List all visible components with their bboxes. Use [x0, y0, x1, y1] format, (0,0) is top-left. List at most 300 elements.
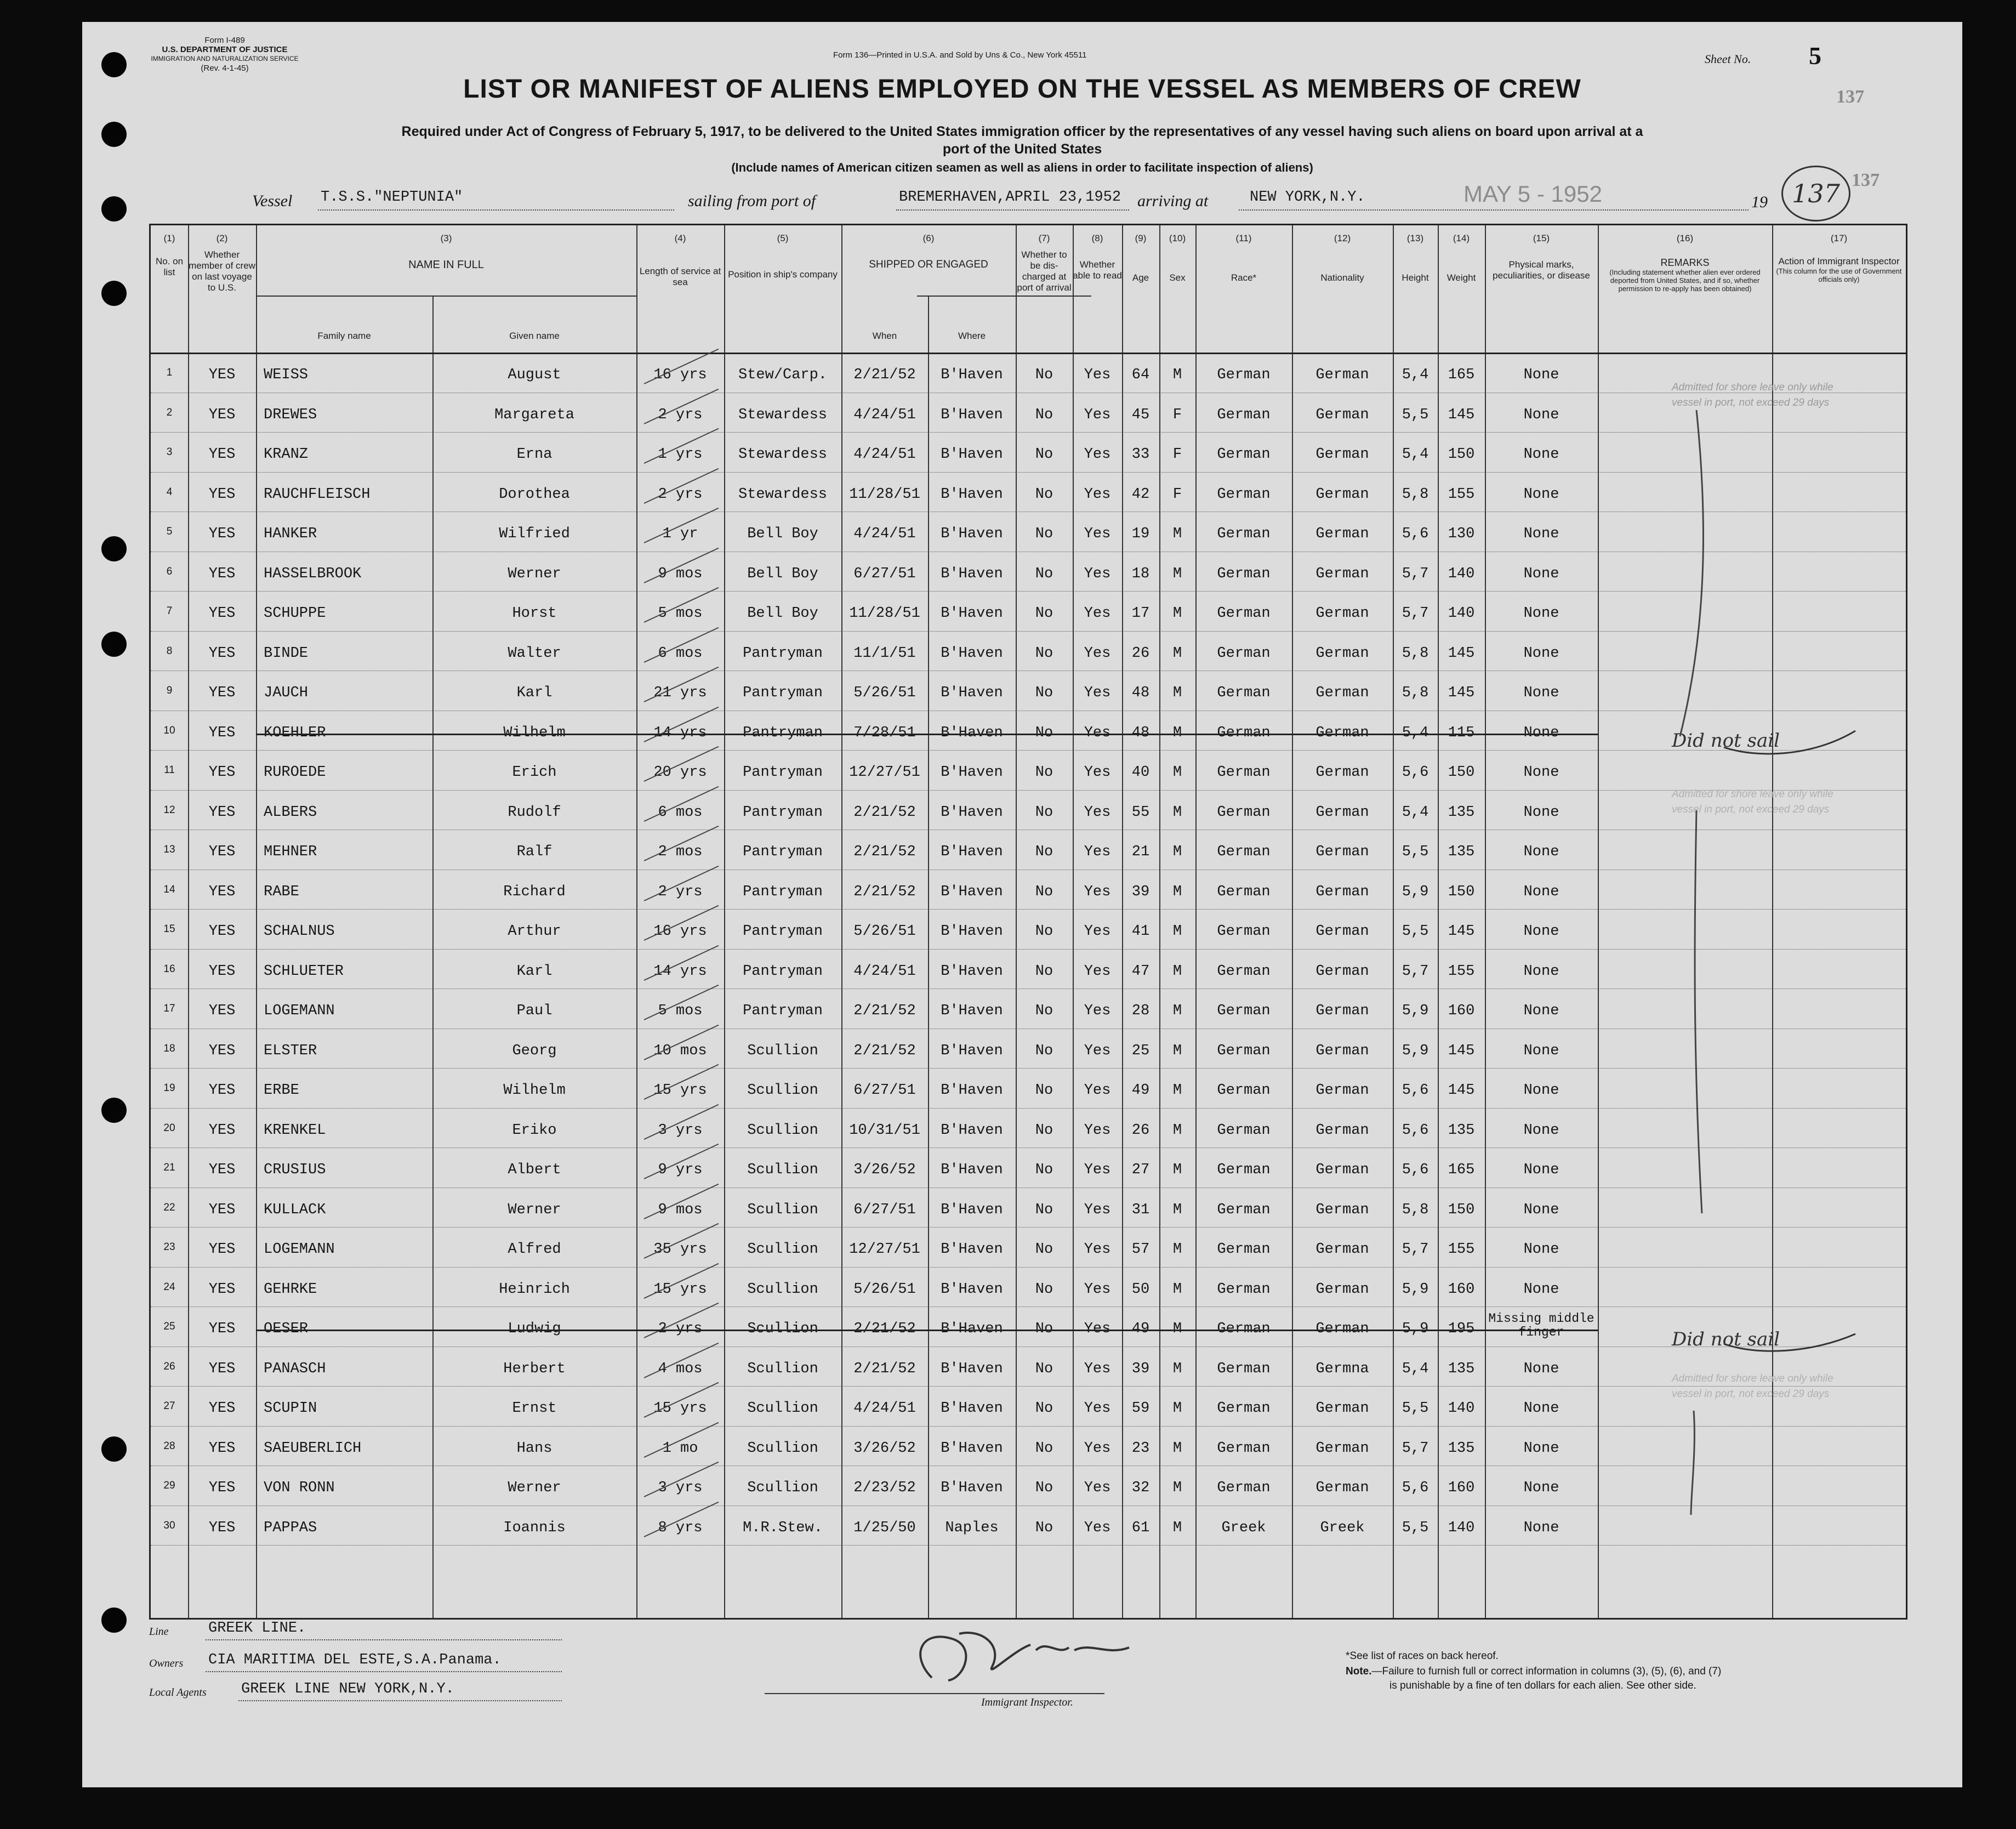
nationality: German: [1315, 1082, 1369, 1099]
shipped-where: B'Haven: [941, 1241, 1003, 1258]
last-voyage: YES: [208, 685, 236, 701]
given-name: Alfred: [508, 1241, 561, 1258]
age: 41: [1131, 923, 1150, 940]
discharged: No: [1035, 565, 1053, 582]
able-to-read: Yes: [1084, 1003, 1111, 1019]
signature-line: [765, 1693, 1104, 1694]
physical-marks: None: [1523, 1082, 1559, 1099]
position: Pantryman: [743, 724, 823, 741]
height: 5,4: [1402, 724, 1429, 741]
age: 23: [1131, 1440, 1150, 1457]
given-name: Karl: [516, 963, 553, 980]
age: 50: [1131, 1281, 1150, 1298]
discharged: No: [1035, 1440, 1053, 1457]
race: German: [1217, 1281, 1271, 1298]
position: Scullion: [747, 1042, 818, 1059]
length-of-service: 16 yrs: [653, 923, 707, 940]
discharged: No: [1035, 1480, 1053, 1496]
race: German: [1217, 1003, 1271, 1019]
height: 5,6: [1402, 1480, 1429, 1496]
punch-hole: [101, 1098, 127, 1123]
table-row: [151, 1386, 1598, 1426]
list-no: 24: [163, 1281, 175, 1293]
shipped-when: 6/27/51: [853, 565, 916, 582]
punch-hole: [101, 1436, 127, 1462]
race: German: [1217, 1201, 1271, 1218]
length-of-service: 6 mos: [658, 645, 703, 662]
list-no: 6: [166, 565, 173, 577]
col7-header: (7) Whether to be dis-charged at port of arrival: [1017, 233, 1072, 293]
height: 5,7: [1402, 1440, 1429, 1457]
line-value: GREEK LINE.: [208, 1620, 306, 1637]
able-to-read: Yes: [1084, 1122, 1111, 1139]
given-name: Heinrich: [499, 1281, 570, 1298]
shipped-when: 3/26/52: [853, 1440, 916, 1457]
table-row: [151, 989, 1598, 1029]
shipped-where: B'Haven: [941, 724, 1003, 741]
position: Pantryman: [743, 764, 823, 781]
age: 48: [1131, 685, 1150, 701]
discharged: No: [1035, 685, 1053, 701]
height: 5,8: [1402, 486, 1429, 503]
last-voyage: YES: [208, 1360, 236, 1377]
position: Stewardess: [738, 406, 828, 423]
length-of-service: 10 mos: [653, 1042, 707, 1059]
punch-hole: [101, 536, 127, 561]
family-name: GEHRKE: [264, 1281, 317, 1298]
able-to-read: Yes: [1084, 605, 1111, 622]
discharged: No: [1035, 1400, 1053, 1417]
agents-underline: [238, 1700, 562, 1701]
sex: M: [1172, 367, 1182, 383]
height: 5,4: [1402, 804, 1429, 821]
last-voyage: YES: [208, 1440, 236, 1457]
age: 48: [1131, 724, 1150, 741]
col1-header: (1) No. on list: [155, 233, 184, 277]
nationality: German: [1315, 1241, 1369, 1258]
col12-header: (12) Nationality: [1320, 233, 1364, 283]
physical-marks: None: [1523, 1241, 1559, 1258]
shipped-when: 4/24/51: [853, 406, 916, 423]
discharged: No: [1035, 446, 1053, 463]
nationality: German: [1315, 367, 1369, 383]
admitted-note-remark: Admitted for shore leave only while vessel in port, not exceed 29 days: [1672, 382, 1833, 408]
nationality: German: [1315, 1321, 1369, 1337]
discharged: No: [1035, 724, 1053, 741]
shipped-when: 4/24/51: [853, 1400, 916, 1417]
family-name: ERBE: [264, 1082, 299, 1099]
sex: M: [1172, 1519, 1182, 1536]
list-no: 11: [164, 764, 175, 776]
position: Scullion: [747, 1162, 818, 1178]
family-name: KRANZ: [264, 446, 309, 463]
sex: M: [1172, 565, 1182, 582]
height: 5,5: [1402, 1400, 1429, 1417]
table-row: [151, 830, 1598, 870]
sex: M: [1172, 1281, 1182, 1298]
shipped-where: B'Haven: [941, 1003, 1003, 1019]
corner-number-faded: 137: [1852, 170, 1880, 190]
did-not-sail-remark-2: Did not sail: [1672, 1328, 1780, 1350]
physical-marks: None: [1523, 1281, 1559, 1298]
length-of-service: 14 yrs: [653, 724, 707, 741]
list-no: 4: [166, 486, 173, 498]
weight: 155: [1448, 486, 1475, 503]
punch-hole: [101, 196, 127, 221]
table-row: [151, 631, 1598, 671]
position: Bell Boy: [747, 605, 818, 622]
position: Bell Boy: [747, 526, 818, 542]
weight: 160: [1448, 1281, 1475, 1298]
last-voyage: YES: [208, 1201, 236, 1218]
race: German: [1217, 883, 1271, 900]
sex: M: [1172, 724, 1182, 741]
weight: 165: [1448, 367, 1475, 383]
position: Pantryman: [743, 1003, 823, 1019]
race: German: [1217, 486, 1271, 503]
length-of-service: 2 yrs: [658, 883, 703, 900]
nationality: German: [1315, 804, 1369, 821]
given-name: Werner: [508, 1480, 561, 1496]
page-title: LIST OR MANIFEST OF ALIENS EMPLOYED ON THE VESSEL AS MEMBERS OF CREW: [463, 75, 1581, 104]
given-name: Albert: [508, 1162, 561, 1178]
position: Scullion: [747, 1082, 818, 1099]
physical-marks: None: [1523, 685, 1559, 701]
sex: F: [1172, 406, 1182, 423]
physical-marks: None: [1523, 844, 1559, 860]
family-name: BINDE: [264, 645, 309, 662]
age: 55: [1131, 804, 1150, 821]
nationality: German: [1315, 526, 1369, 542]
circled-number: 137: [1781, 166, 1850, 221]
shipped-where: B'Haven: [941, 605, 1003, 622]
table-row: [151, 1068, 1598, 1108]
length-of-service: 15 yrs: [653, 1281, 707, 1298]
shipped-when: 2/21/52: [853, 367, 916, 383]
table-row: [151, 1267, 1598, 1307]
col8-header: (8) Whether able to read: [1073, 233, 1122, 281]
shipped-where-header: Where: [958, 331, 986, 341]
nationality: German: [1315, 844, 1369, 860]
age: 57: [1131, 1241, 1150, 1258]
list-no: 8: [166, 645, 173, 657]
sex: M: [1172, 883, 1182, 900]
position: Scullion: [747, 1281, 818, 1298]
weight: 160: [1448, 1480, 1475, 1496]
height: 5,4: [1402, 367, 1429, 383]
shipped-where: B'Haven: [941, 565, 1003, 582]
race: Greek: [1221, 1519, 1266, 1536]
last-voyage: YES: [208, 804, 236, 821]
weight: 165: [1448, 1162, 1475, 1178]
last-voyage: YES: [208, 724, 236, 741]
shipped-where: B'Haven: [941, 526, 1003, 542]
subtitle-line1: Required under Act of Congress of February 5, 1917, to be delivered to the United States immigration officer by the representatives of any vessel having such aliens on board upon arrival at a: [401, 124, 1643, 139]
family-name: LOGEMANN: [264, 1003, 335, 1019]
age: 25: [1131, 1042, 1150, 1059]
sex: M: [1172, 1082, 1182, 1099]
sex: M: [1172, 1201, 1182, 1218]
list-no: 28: [163, 1440, 175, 1452]
position: Pantryman: [743, 645, 823, 662]
list-no: 3: [166, 446, 173, 458]
shipped-when: 7/28/51: [853, 724, 916, 741]
weight: 150: [1448, 883, 1475, 900]
age: 42: [1131, 486, 1150, 503]
shipped-when: 12/27/51: [849, 1241, 920, 1258]
discharged: No: [1035, 883, 1053, 900]
shipped-when: 2/23/52: [853, 1480, 916, 1496]
last-voyage: YES: [208, 963, 236, 980]
nationality: German: [1315, 1480, 1369, 1496]
col4-header: (4) Length of service at sea: [639, 233, 721, 287]
shipped-when: 4/24/51: [853, 446, 916, 463]
age: 26: [1131, 645, 1150, 662]
table-row: [151, 432, 1598, 472]
length-of-service: 1 mo: [662, 1440, 698, 1457]
age: 26: [1131, 1122, 1150, 1139]
table-row: [151, 949, 1598, 989]
weight: 160: [1448, 1003, 1475, 1019]
sex: M: [1172, 1042, 1182, 1059]
physical-marks: None: [1523, 367, 1559, 383]
given-name: Georg: [512, 1042, 557, 1059]
shipped-where: B'Haven: [941, 804, 1003, 821]
arriving-label: arriving at: [1137, 192, 1209, 210]
physical-marks: None: [1523, 883, 1559, 900]
shipped-where: B'Haven: [941, 685, 1003, 701]
discharged: No: [1035, 526, 1053, 542]
age: 49: [1131, 1321, 1150, 1337]
inspector-label: Immigrant Inspector.: [981, 1696, 1073, 1708]
race: German: [1217, 1321, 1271, 1337]
able-to-read: Yes: [1084, 1400, 1111, 1417]
last-voyage: YES: [208, 526, 236, 542]
shipped-where: B'Haven: [941, 446, 1003, 463]
height: 5,6: [1402, 1122, 1429, 1139]
height: 5,6: [1402, 764, 1429, 781]
given-name: August: [508, 367, 561, 383]
sex: M: [1172, 1360, 1182, 1377]
last-voyage: YES: [208, 1241, 236, 1258]
arriving-at: NEW YORK,N.Y.: [1250, 189, 1365, 206]
race: German: [1217, 1241, 1271, 1258]
weight: 140: [1448, 1400, 1475, 1417]
family-name: VON RONN: [264, 1480, 335, 1496]
last-voyage: YES: [208, 367, 236, 383]
sex: M: [1172, 844, 1182, 860]
weight: 130: [1448, 526, 1475, 542]
last-voyage: YES: [208, 923, 236, 940]
admitted-note-remark-faded: Admitted for shore leave only while vessel in port, not exceed 29 days: [1672, 1373, 1833, 1400]
family-name: ELSTER: [264, 1042, 317, 1059]
race: German: [1217, 526, 1271, 542]
family-name-header: Family name: [317, 331, 371, 341]
shipped-when: 4/24/51: [853, 526, 916, 542]
sex: M: [1172, 1122, 1182, 1139]
table-row: [151, 1108, 1598, 1148]
shipped-where: B'Haven: [941, 367, 1003, 383]
age: 18: [1131, 565, 1150, 582]
shipped-when: 2/21/52: [853, 1360, 916, 1377]
sex: M: [1172, 526, 1182, 542]
table-row: [151, 909, 1598, 949]
given-name: Horst: [512, 605, 557, 622]
arriving-underline: [1239, 209, 1749, 211]
able-to-read: Yes: [1084, 1281, 1111, 1298]
age: 59: [1131, 1400, 1150, 1417]
given-name: Wilhelm: [503, 724, 566, 741]
given-name: Wilfried: [499, 526, 570, 542]
discharged: No: [1035, 486, 1053, 503]
shipped-when-header: When: [872, 331, 897, 341]
race: German: [1217, 1400, 1271, 1417]
physical-marks: None: [1523, 526, 1559, 542]
list-no: 30: [163, 1519, 175, 1531]
length-of-service: 21 yrs: [653, 685, 707, 701]
list-no: 14: [163, 883, 175, 895]
physical-marks: None: [1523, 605, 1559, 622]
table-row: [151, 1029, 1598, 1069]
physical-marks: None: [1523, 1042, 1559, 1059]
age: 47: [1131, 963, 1150, 980]
nationality: German: [1315, 1122, 1369, 1139]
physical-marks: None: [1523, 1480, 1559, 1496]
physical-marks: None: [1523, 923, 1559, 940]
given-name: Erna: [516, 446, 553, 463]
shipped-when: 2/21/52: [853, 844, 916, 860]
last-voyage: YES: [208, 645, 236, 662]
family-name: HANKER: [264, 526, 317, 542]
shipped-where: B'Haven: [941, 923, 1003, 940]
given-name: Eriko: [512, 1122, 557, 1139]
nationality: German: [1315, 764, 1369, 781]
name-subheader-rule: [256, 296, 636, 297]
discharged: No: [1035, 1042, 1053, 1059]
shipped-where: B'Haven: [941, 1122, 1003, 1139]
family-name: DREWES: [264, 406, 317, 423]
col15-header: (15) Physical marks, peculiarities, or disease: [1493, 233, 1590, 281]
family-name: RUROEDE: [264, 764, 326, 781]
table-row: [151, 1466, 1598, 1506]
physical-marks: None: [1523, 1122, 1559, 1139]
sex: M: [1172, 1321, 1182, 1337]
discharged: No: [1035, 1082, 1053, 1099]
table-row: [151, 790, 1598, 830]
col3-header: (3) NAME IN FULL: [408, 233, 484, 271]
physical-marks: None: [1523, 446, 1559, 463]
family-name: RABE: [264, 883, 299, 900]
last-voyage: YES: [208, 1519, 236, 1536]
height: 5,9: [1402, 1042, 1429, 1059]
shipped-where: B'Haven: [941, 844, 1003, 860]
position: Scullion: [747, 1122, 818, 1139]
family-name: SCHUPPE: [264, 605, 326, 622]
col6-header: (6) SHIPPED OR ENGAGED: [869, 233, 988, 270]
length-of-service: 4 mos: [658, 1360, 703, 1377]
given-name: Walter: [508, 645, 561, 662]
year-label: 19: [1751, 193, 1768, 211]
race: German: [1217, 804, 1271, 821]
penalty-note-line1: [1346, 1666, 1721, 1678]
height: 5,9: [1402, 1003, 1429, 1019]
shipped-when: 2/21/52: [853, 804, 916, 821]
given-name: Paul: [516, 1003, 553, 1019]
able-to-read: Yes: [1084, 685, 1111, 701]
last-voyage: YES: [208, 446, 236, 463]
position: Pantryman: [743, 844, 823, 860]
length-of-service: 9 mos: [658, 1201, 703, 1218]
admitted-note-remark-faded: Admitted for shore leave only while vessel in port, not exceed 29 days: [1672, 788, 1833, 815]
weight: 140: [1448, 1519, 1475, 1536]
shipped-where: B'Haven: [941, 883, 1003, 900]
weight: 135: [1448, 844, 1475, 860]
given-name: Margareta: [494, 406, 574, 423]
race: German: [1217, 1122, 1271, 1139]
list-no: 15: [163, 923, 175, 935]
able-to-read: Yes: [1084, 645, 1111, 662]
able-to-read: Yes: [1084, 764, 1111, 781]
family-name: MEHNER: [264, 844, 317, 860]
weight: 195: [1448, 1321, 1475, 1337]
list-no: 16: [163, 963, 175, 975]
family-name: SAEUBERLICH: [264, 1440, 362, 1457]
position: Scullion: [747, 1321, 818, 1337]
weight: 145: [1448, 645, 1475, 662]
race: German: [1217, 1440, 1271, 1457]
given-name: Arthur: [508, 923, 561, 940]
sailing-underline: [896, 209, 1129, 211]
table-row: [151, 1506, 1598, 1546]
list-no: 17: [163, 1003, 175, 1014]
able-to-read: Yes: [1084, 844, 1111, 860]
last-voyage: YES: [208, 1480, 236, 1496]
weight: 150: [1448, 764, 1475, 781]
col13-header: (13) Height: [1402, 233, 1429, 283]
weight: 135: [1448, 1360, 1475, 1377]
race: German: [1217, 1042, 1271, 1059]
race: German: [1217, 565, 1271, 582]
nationality: German: [1315, 685, 1369, 701]
given-name: Werner: [508, 565, 561, 582]
table-row: [151, 1148, 1598, 1188]
shipped-when: 6/27/51: [853, 1201, 916, 1218]
shipped-when: 2/21/52: [853, 883, 916, 900]
given-name: Werner: [508, 1201, 561, 1218]
discharged: No: [1035, 1360, 1053, 1377]
weight: 150: [1448, 1201, 1475, 1218]
shipped-where: B'Haven: [941, 1162, 1003, 1178]
length-of-service: 2 mos: [658, 844, 703, 860]
position: Scullion: [747, 1241, 818, 1258]
height: 5,5: [1402, 406, 1429, 423]
shipped-when: 12/27/51: [849, 764, 920, 781]
physical-marks: None: [1523, 724, 1559, 741]
discharged: No: [1035, 1519, 1053, 1536]
family-name: KRENKEL: [264, 1122, 326, 1139]
nationality: German: [1315, 724, 1369, 741]
shipped-where: B'Haven: [941, 1400, 1003, 1417]
length-of-service: 2 yrs: [658, 486, 703, 503]
col10-header: (10) Sex: [1169, 233, 1186, 283]
list-no: 29: [163, 1480, 175, 1491]
able-to-read: Yes: [1084, 367, 1111, 383]
able-to-read: Yes: [1084, 446, 1111, 463]
sex: M: [1172, 645, 1182, 662]
table-row: [151, 552, 1598, 592]
able-to-read: Yes: [1084, 883, 1111, 900]
nationality: German: [1315, 1201, 1369, 1218]
